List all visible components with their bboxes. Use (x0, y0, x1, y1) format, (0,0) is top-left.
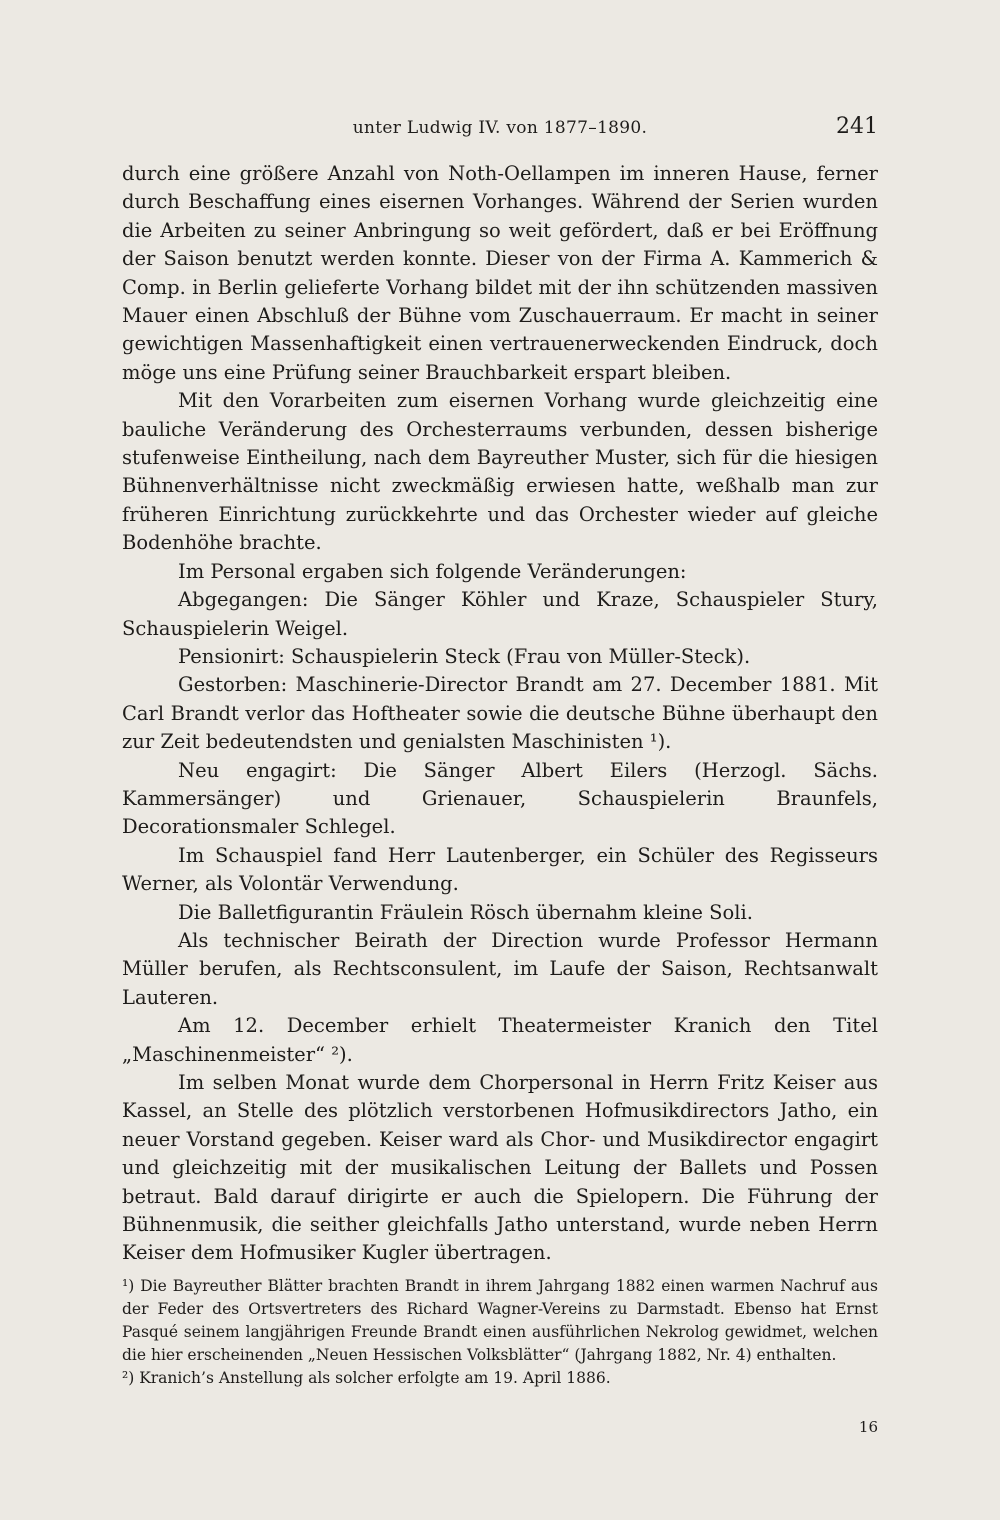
paragraph: Pensionirt: Schauspielerin Steck (Frau von Müller-Steck). (178, 644, 751, 668)
paragraph: Im Personal ergaben sich folgende Veränderungen: (178, 559, 687, 583)
paragraph: Als technischer Beirath der Direction wurde Professor Hermann Müller berufen, als Rechtsconsulent, im Laufe der Saison, Rechtsanwalt Lauteren. (122, 928, 878, 1009)
footnotes (122, 1275, 878, 1390)
paragraph: Die Balletfigurantin Fräulein Rösch übernahm kleine Soli. (178, 900, 753, 924)
paragraph: durch eine größere Anzahl von Noth-Oellampen im inneren Hause, ferner durch Beschaffung eines eisernen Vorhanges. Während der Serien wurden die Arbeiten zu seiner Anbringung so weit gefördert, daß er bei Eröffnung der Saison benutzt werden konnte. Dieser von der Firma A. Kammerich & Comp. in Berlin gelieferte Vorhang bildet mit der ihn schützenden massiven Mauer einen Abschluß der Bühne vom Zuschauerraum. Er macht in seiner gewichtigen Massenhaftigkeit einen vertrauenerweckenden Eindruck, doch möge uns eine Prüfung seiner Brauchbarkeit erspart bleiben. (122, 162, 878, 384)
footnote: ²) Kranich’s Anstellung als solcher erfolgte am 19. April 1886. (122, 1369, 611, 1387)
paragraph: Im selben Monat wurde dem Chorpersonal in Herrn Fritz Keiser aus Kassel, an Stelle des plötzlich verstorbenen Hofmusikdirectors Jatho, ein neuer Vorstand gegeben. Keiser ward als Chor- und Musikdirector engagirt und gleichzeitig mit der musikalischen Leitung der Ballets und Possen betraut. Bald darauf dirigirte er auch die Spielopern. Die Führung der Bühnenmusik, die seither gleichfalls Jatho unterstand, wurde neben Herrn Keiser dem Hofmusiker Kugler übertragen. (122, 1071, 878, 1265)
page-header (122, 112, 878, 146)
footnote: ¹) Die Bayreuther Blätter brachten Brandt in ihrem Jahrgang 1882 einen warmen Nachruf aus der Feder des Ortsvertreters des Richard Wagner-Vereins zu Darmstadt. Ebenso hat Ernst Pasqué seinem langjährigen Freunde Brandt einen ausführlichen Nekrolog gewidmet, welchen die hier erscheinenden „Neuen Hessischen Volksblätter“ (Jahrgang 1882, Nr. 4) enthalten. (122, 1277, 878, 1364)
paragraph: Am 12. December erhielt Theatermeister Kranich den Titel „Maschinenmeister“ ²). (122, 1014, 878, 1066)
paragraph: Gestorben: Maschinerie-Director Brandt am 27. December 1881. Mit Carl Brandt verlor das Hoftheater sowie die deutsche Bühne überhaupt den zur Zeit bedeutendsten und genialsten Maschinisten ¹). (122, 673, 878, 754)
paragraph: Mit den Vorarbeiten zum eisernen Vorhang wurde gleichzeitig eine bauliche Veränderung des Orchesterraums verbunden, dessen bisherige stufenweise Eintheilung, nach dem Bayreuther Muster, sich für die hiesigen Bühnenverhältnisse nicht zweckmäßig erwiesen hatte, weßhalb man zur früheren Einrichtung zurückkehrte und das Orchester wieder auf gleiche Bodenhöhe brachte. (122, 389, 878, 555)
running-head: unter Ludwig IV. von 1877–1890. (352, 118, 648, 138)
paragraph: Abgegangen: Die Sänger Köhler und Kraze, Schauspieler Stury, Schauspielerin Weigel. (122, 588, 878, 640)
body-text (122, 160, 878, 1268)
paragraph: Neu engagirt: Die Sänger Albert Eilers (Herzogl. Sächs. Kammersänger) und Grienauer, Schauspielerin Braunfels, Decorationsmaler Schlegel. (122, 758, 878, 839)
signature-mark: 16 (858, 1418, 878, 1436)
paragraph: Im Schauspiel fand Herr Lautenberger, ein Schüler des Regisseurs Werner, als Volontär Verwendung. (122, 843, 878, 896)
page-number: 241 (836, 114, 878, 139)
